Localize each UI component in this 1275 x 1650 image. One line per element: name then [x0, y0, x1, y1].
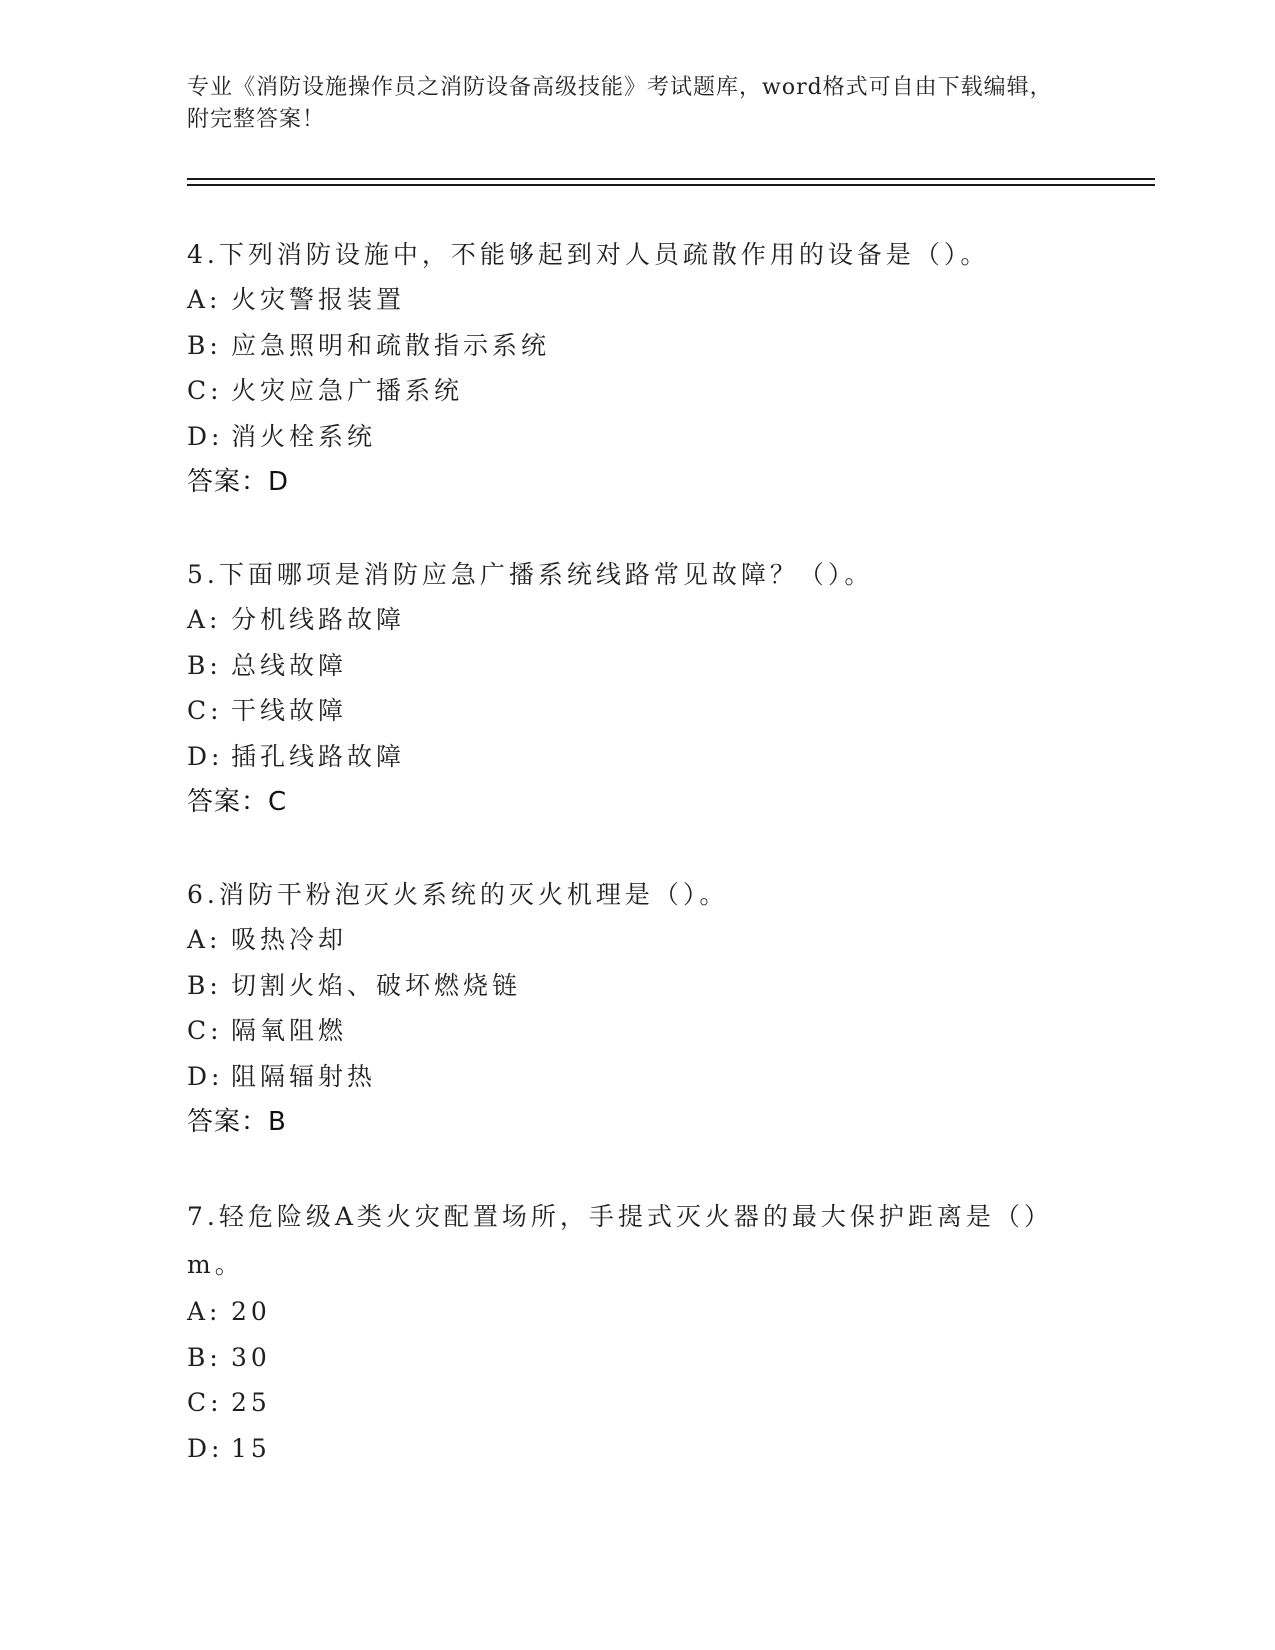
- option-letter: C:: [187, 1388, 223, 1417]
- header-rule-bottom: [187, 184, 1155, 186]
- option-text: 分机线路故障: [231, 605, 406, 634]
- option-d: [187, 414, 1087, 460]
- question-text: 7.轻危险级A类火灾配置场所，手提式灭火器的最大保护距离是（）m。: [187, 1202, 1053, 1279]
- answer-text: 答案：C: [187, 787, 288, 817]
- option-c: [187, 688, 1087, 734]
- option-a: [187, 597, 1087, 643]
- option-d: [187, 1054, 1087, 1100]
- option-d: [187, 734, 1087, 780]
- option-letter: A:: [187, 605, 222, 634]
- option-text: 总线故障: [231, 650, 348, 680]
- option-text: 应急照明和疏散指示系统: [231, 330, 551, 360]
- option-text: 20: [231, 1297, 271, 1326]
- option-letter: A:: [187, 285, 222, 314]
- option-text: 消火栓系统: [231, 421, 377, 451]
- option-letter: D:: [187, 1061, 224, 1091]
- answer-text: 答案：D: [187, 467, 290, 497]
- option-letter: C:: [187, 376, 223, 405]
- option-letter: B:: [187, 330, 222, 360]
- option-b: [187, 643, 1087, 689]
- option-a: [187, 1289, 1087, 1335]
- header-rule-top: [187, 178, 1155, 180]
- option-b: [187, 1335, 1087, 1381]
- question-6: [187, 873, 1087, 1145]
- option-c: [187, 368, 1087, 414]
- option-letter: C:: [187, 696, 223, 725]
- option-text: 火灾警报装置: [231, 285, 406, 314]
- option-letter: A:: [187, 925, 222, 954]
- option-c: [187, 1380, 1087, 1426]
- option-a: [187, 917, 1087, 963]
- option-letter: B:: [187, 650, 222, 680]
- option-text: 插孔线路故障: [231, 741, 406, 771]
- option-letter: B:: [187, 1342, 222, 1372]
- option-b: [187, 963, 1087, 1009]
- question-text: 6.消防干粉泡灭火系统的灭火机理是（）。: [187, 880, 729, 909]
- option-text: 阻隔辐射热: [231, 1061, 377, 1091]
- option-letter: B:: [187, 970, 222, 1000]
- document-header: 专业《消防设施操作员之消防设备高级技能》考试题库，word格式可自由下载编辑，附完整答案！: [187, 75, 1053, 132]
- option-letter: D:: [187, 741, 224, 771]
- option-text: 干线故障: [231, 696, 348, 725]
- option-text: 隔氧阻燃: [231, 1016, 348, 1045]
- option-letter: C:: [187, 1016, 223, 1045]
- option-text: 30: [231, 1342, 271, 1372]
- question-text: 4.下列消防设施中，不能够起到对人员疏散作用的设备是（）。: [187, 240, 990, 269]
- option-text: 25: [231, 1388, 271, 1417]
- option-text: 15: [231, 1433, 271, 1463]
- question-5: [187, 553, 1087, 825]
- option-text: 吸热冷却: [231, 925, 348, 954]
- option-letter: D:: [187, 1433, 224, 1463]
- option-b: [187, 323, 1087, 369]
- option-a: [187, 277, 1087, 323]
- option-c: [187, 1008, 1087, 1054]
- option-d: [187, 1426, 1087, 1472]
- question-4: [187, 233, 1087, 505]
- question-7: [187, 1193, 1087, 1471]
- option-text: 火灾应急广播系统: [231, 376, 464, 405]
- option-letter: A:: [187, 1297, 222, 1326]
- answer-text: 答案：B: [187, 1107, 287, 1137]
- option-letter: D:: [187, 421, 224, 451]
- option-text: 切割火焰、破坏燃烧链: [231, 970, 522, 1000]
- question-text: 5.下面哪项是消防应急广播系统线路常见故障？（）。: [187, 560, 874, 589]
